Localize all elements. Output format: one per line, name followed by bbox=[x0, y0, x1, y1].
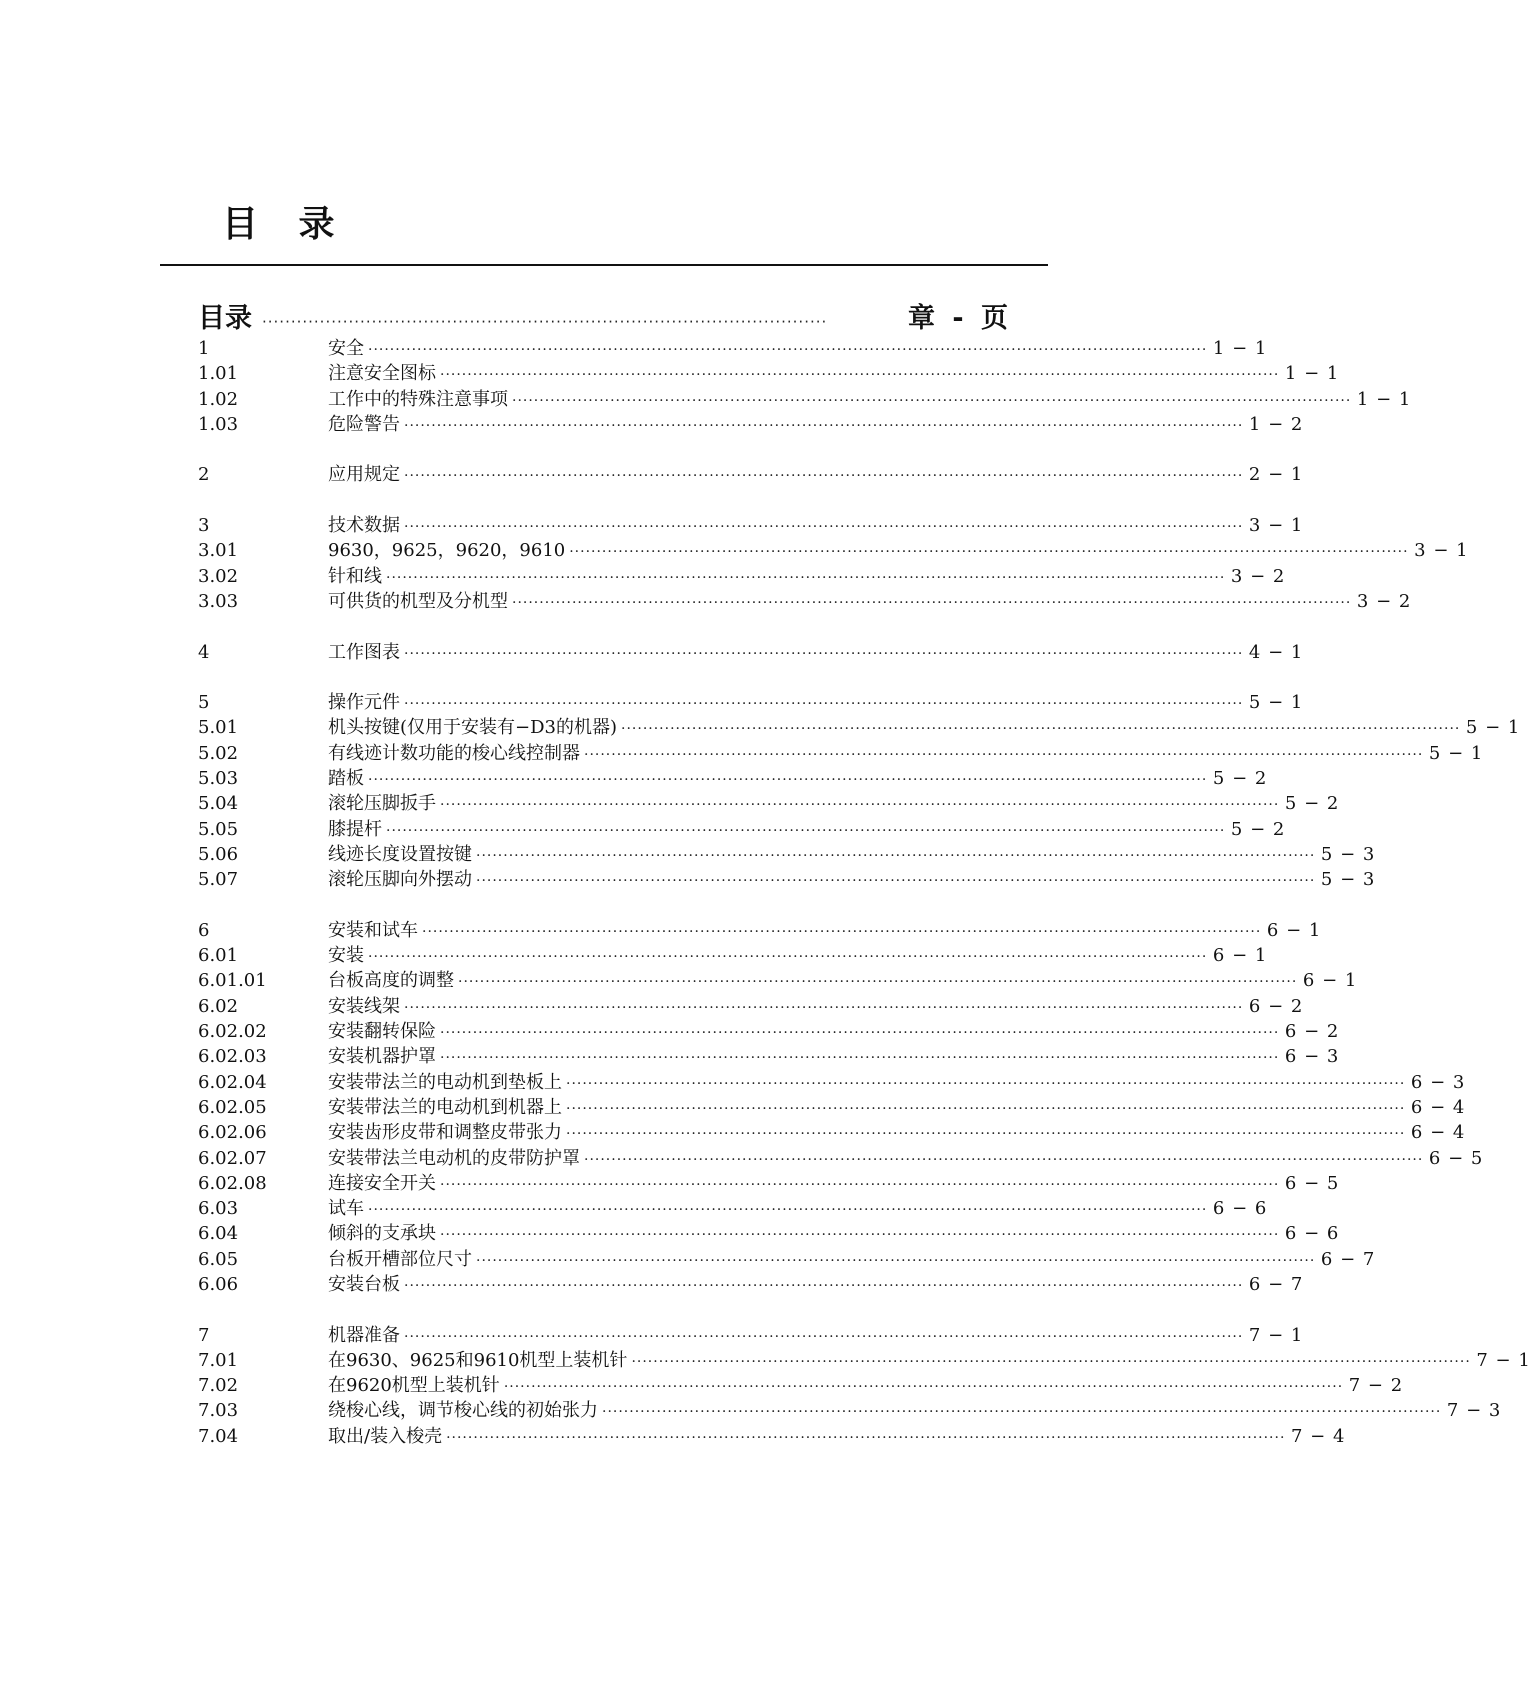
toc-body bbox=[198, 336, 1531, 1449]
toc-entry-title: 9630，9625，9620，9610 bbox=[328, 540, 566, 562]
toc-entry-dot-leader: ·························································································································································· bbox=[512, 594, 1352, 611]
toc-entry[interactable] bbox=[198, 918, 1322, 943]
toc-entry-number: 7.01 bbox=[198, 1349, 239, 1371]
toc-entry-dot-leader: ·························································································································································· bbox=[602, 1404, 1442, 1421]
toc-entry-number: 5.03 bbox=[198, 768, 239, 790]
toc-entry-number: 6.02 bbox=[198, 995, 239, 1017]
toc-entry-page: 6 − 4 bbox=[1410, 1096, 1466, 1118]
toc-entry-title: 针和线 bbox=[328, 565, 382, 587]
toc-entry-number: 6.02.07 bbox=[198, 1147, 267, 1169]
toc-entry-number: 6.02.03 bbox=[198, 1046, 267, 1068]
toc-entry[interactable] bbox=[198, 690, 1304, 715]
toc-entry-number: 6.05 bbox=[198, 1248, 239, 1270]
toc-entry-number: 6.06 bbox=[198, 1273, 239, 1295]
toc-entry-number: 6.02.02 bbox=[198, 1021, 267, 1043]
toc-entry-number: 6 bbox=[198, 919, 210, 941]
toc-entry-number: 5.04 bbox=[198, 793, 239, 815]
toc-entry[interactable] bbox=[198, 513, 1304, 538]
toc-entry-title: 在9630、9625和9610机型上装机针 bbox=[328, 1349, 628, 1371]
toc-entry-number: 3.02 bbox=[198, 565, 239, 587]
toc-entry-number: 1.02 bbox=[198, 388, 239, 410]
toc-entry-title: 技术数据 bbox=[328, 515, 400, 537]
toc-entry-title: 机头按键(仅用于安装有−D3的机器) bbox=[328, 717, 618, 739]
toc-entry-page: 6 − 2 bbox=[1248, 995, 1304, 1017]
toc-entry-title: 机器准备 bbox=[328, 1324, 400, 1346]
toc-header-dot-leader: ·································································································· bbox=[262, 313, 828, 331]
toc-entry-page: 6 − 2 bbox=[1284, 1021, 1340, 1043]
toc-entry[interactable] bbox=[198, 1398, 1502, 1423]
toc-entry-dot-leader: ·························································································································································· bbox=[503, 1379, 1344, 1396]
toc-entry-page: 5 − 1 bbox=[1428, 742, 1484, 764]
toc-entry[interactable] bbox=[198, 1272, 1304, 1297]
toc-entry-dot-leader: ·························································································································································· bbox=[404, 999, 1244, 1016]
toc-entry-number: 5.07 bbox=[198, 869, 239, 891]
toc-entry-page: 7 − 2 bbox=[1348, 1375, 1404, 1397]
toc-entry[interactable] bbox=[198, 589, 1412, 614]
toc-entry-page: 5 − 3 bbox=[1320, 843, 1376, 865]
toc-entry-dot-leader: ·························································································································································· bbox=[386, 822, 1226, 839]
toc-entry-dot-leader: ·························································································································································· bbox=[440, 1176, 1280, 1193]
toc-entry-dot-leader: ·························································································································································· bbox=[566, 1100, 1406, 1117]
toc-entry-dot-leader: ·························································································································································· bbox=[584, 1151, 1424, 1168]
toc-entry-dot-leader: ·························································································································································· bbox=[404, 468, 1244, 485]
toc-entry-page: 3 − 1 bbox=[1248, 515, 1304, 537]
toc-entry-page: 5 − 3 bbox=[1320, 869, 1376, 891]
toc-entry-title: 安装机器护罩 bbox=[328, 1046, 436, 1068]
toc-entry[interactable] bbox=[198, 1120, 1466, 1145]
toc-entry-dot-leader: ·························································································································································· bbox=[404, 696, 1244, 713]
toc-entry-number: 2 bbox=[198, 464, 210, 486]
section-spacer bbox=[198, 614, 1012, 639]
toc-entry[interactable] bbox=[198, 412, 1304, 437]
toc-entry-title: 可供货的机型及分机型 bbox=[328, 590, 508, 612]
toc-entry-title: 安装齿形皮带和调整皮带张力 bbox=[328, 1122, 562, 1144]
toc-entry[interactable] bbox=[198, 1095, 1466, 1120]
toc-entry-title: 有线迹计数功能的梭心线控制器 bbox=[328, 742, 580, 764]
toc-entry-number: 3.01 bbox=[198, 540, 239, 562]
section-spacer bbox=[198, 488, 1012, 513]
table-of-contents bbox=[198, 296, 1531, 1449]
toc-entry-page: 7 − 1 bbox=[1476, 1349, 1531, 1371]
toc-entry-title: 线迹长度设置按键 bbox=[328, 843, 472, 865]
toc-entry-number: 7 bbox=[198, 1324, 210, 1346]
toc-entry-page: 1 − 1 bbox=[1356, 388, 1412, 410]
toc-entry-page: 7 − 3 bbox=[1446, 1400, 1502, 1422]
toc-entry-dot-leader: ·························································································································································· bbox=[566, 1075, 1406, 1092]
toc-entry[interactable] bbox=[198, 387, 1412, 412]
toc-entry-page: 5 − 1 bbox=[1248, 692, 1304, 714]
section-spacer bbox=[198, 1297, 1012, 1322]
toc-entry-title: 台板开槽部位尺寸 bbox=[328, 1248, 472, 1270]
toc-entry-title: 安装和试车 bbox=[328, 919, 418, 941]
title-divider bbox=[160, 264, 1048, 266]
toc-entry-number: 7.04 bbox=[198, 1425, 239, 1447]
toc-entry[interactable] bbox=[198, 1348, 1531, 1373]
toc-entry[interactable] bbox=[198, 791, 1340, 816]
toc-entry-title: 应用规定 bbox=[328, 464, 400, 486]
toc-entry-page: 6 − 5 bbox=[1284, 1172, 1340, 1194]
toc-entry[interactable] bbox=[198, 336, 1268, 361]
toc-entry-page: 6 − 7 bbox=[1320, 1248, 1376, 1270]
toc-entry[interactable] bbox=[198, 766, 1268, 791]
toc-entry-page: 4 − 1 bbox=[1248, 641, 1304, 663]
toc-entry-title: 倾斜的支承块 bbox=[328, 1223, 436, 1245]
toc-entry[interactable] bbox=[198, 538, 1469, 563]
toc-entry-dot-leader: ·························································································································································· bbox=[404, 519, 1244, 536]
toc-entry-dot-leader: ·························································································································································· bbox=[446, 1429, 1286, 1446]
toc-entry[interactable] bbox=[198, 1146, 1484, 1171]
toc-entry[interactable] bbox=[198, 1424, 1346, 1449]
toc-entry-dot-leader: ·························································································································································· bbox=[631, 1353, 1471, 1370]
toc-entry[interactable] bbox=[198, 994, 1304, 1019]
toc-entry-page: 7 − 1 bbox=[1248, 1324, 1304, 1346]
toc-entry-page: 5 − 1 bbox=[1465, 717, 1521, 739]
toc-entry-page: 6 − 6 bbox=[1284, 1223, 1340, 1245]
toc-entry-page: 5 − 2 bbox=[1212, 768, 1268, 790]
toc-entry-dot-leader: ·························································································································································· bbox=[440, 1025, 1280, 1042]
toc-entry-title: 踏板 bbox=[328, 768, 364, 790]
toc-entry[interactable] bbox=[198, 1323, 1304, 1348]
toc-entry-page: 2 − 1 bbox=[1248, 464, 1304, 486]
toc-entry-dot-leader: ·························································································································································· bbox=[512, 392, 1352, 409]
toc-entry-page: 6 − 1 bbox=[1302, 970, 1358, 992]
toc-entry-dot-leader: ·························································································································································· bbox=[422, 923, 1262, 940]
toc-entry-dot-leader: ·························································································································································· bbox=[440, 1227, 1280, 1244]
toc-entry-title: 安装带法兰电动机的皮带防护罩 bbox=[328, 1147, 580, 1169]
toc-entry-page: 6 − 1 bbox=[1266, 919, 1322, 941]
toc-entry[interactable] bbox=[198, 1196, 1268, 1221]
toc-entry-dot-leader: ·························································································································································· bbox=[584, 746, 1424, 763]
toc-entry-dot-leader: ·························································································································································· bbox=[476, 847, 1316, 864]
toc-entry-number: 5.06 bbox=[198, 843, 239, 865]
section-spacer bbox=[198, 437, 1012, 462]
toc-entry-dot-leader: ·························································································································································· bbox=[404, 1328, 1244, 1345]
toc-entry-title: 滚轮压脚向外摆动 bbox=[328, 869, 472, 891]
toc-entry-title: 试车 bbox=[328, 1198, 364, 1220]
toc-entry-title: 在9620机型上装机针 bbox=[328, 1375, 500, 1397]
toc-entry-dot-leader: ·························································································································································· bbox=[404, 1277, 1244, 1294]
toc-entry[interactable] bbox=[198, 968, 1358, 993]
toc-entry-number: 6.02.08 bbox=[198, 1172, 267, 1194]
toc-entry-number: 6.03 bbox=[198, 1198, 239, 1220]
toc-entry-number: 6.02.05 bbox=[198, 1096, 267, 1118]
section-spacer bbox=[198, 665, 1012, 690]
toc-entry-dot-leader: ·························································································································································· bbox=[404, 645, 1244, 662]
toc-entry-page: 6 − 3 bbox=[1410, 1071, 1466, 1093]
toc-entry[interactable] bbox=[198, 867, 1376, 892]
toc-entry[interactable] bbox=[198, 1044, 1340, 1069]
toc-entry-page: 6 − 6 bbox=[1212, 1198, 1268, 1220]
toc-entry-title: 取出/装入梭壳 bbox=[328, 1425, 443, 1447]
toc-entry-title: 注意安全图标 bbox=[328, 363, 436, 385]
toc-entry[interactable] bbox=[198, 462, 1304, 487]
toc-entry-page: 6 − 5 bbox=[1428, 1147, 1484, 1169]
toc-entry-dot-leader: ·························································································································································· bbox=[440, 367, 1280, 384]
toc-entry-title: 安装带法兰的电动机到机器上 bbox=[328, 1096, 562, 1118]
toc-entry-dot-leader: ·························································································································································· bbox=[368, 772, 1208, 789]
toc-entry-title: 安装 bbox=[328, 945, 364, 967]
toc-entry-number: 7.02 bbox=[198, 1375, 239, 1397]
toc-entry[interactable] bbox=[198, 741, 1484, 766]
toc-entry-number: 5.01 bbox=[198, 717, 239, 739]
toc-entry-number: 1.03 bbox=[198, 413, 239, 435]
toc-entry-title: 滚轮压脚扳手 bbox=[328, 793, 436, 815]
toc-entry[interactable] bbox=[198, 1070, 1466, 1095]
toc-entry-page: 3 − 1 bbox=[1414, 540, 1469, 562]
toc-entry-title: 安装翻转保险 bbox=[328, 1021, 436, 1043]
toc-entry-page: 6 − 3 bbox=[1284, 1046, 1340, 1068]
toc-entry-title: 工作图表 bbox=[328, 641, 400, 663]
toc-entry[interactable] bbox=[198, 842, 1376, 867]
toc-entry-number: 6.04 bbox=[198, 1223, 239, 1245]
toc-entry-dot-leader: ·························································································································································· bbox=[566, 1126, 1406, 1143]
toc-entry-dot-leader: ·························································································································································· bbox=[368, 342, 1208, 358]
toc-entry-page: 6 − 7 bbox=[1248, 1273, 1304, 1295]
toc-entry-number: 3.03 bbox=[198, 590, 239, 612]
toc-entry-title: 工作中的特殊注意事项 bbox=[328, 388, 508, 410]
toc-entry-page: 3 − 2 bbox=[1230, 565, 1286, 587]
toc-entry-number: 3 bbox=[198, 515, 210, 537]
toc-entry-number: 1 bbox=[198, 338, 210, 359]
toc-entry-number: 6.02.04 bbox=[198, 1071, 267, 1093]
toc-entry[interactable] bbox=[198, 1373, 1404, 1398]
toc-entry[interactable] bbox=[198, 1019, 1340, 1044]
toc-entry-page: 7 − 4 bbox=[1290, 1425, 1346, 1447]
toc-header-chapter-page: 章 - 页 bbox=[907, 303, 1012, 334]
toc-entry-title: 安全 bbox=[328, 338, 364, 359]
toc-entry-title: 连接安全开关 bbox=[328, 1172, 436, 1194]
toc-entry-title: 膝提杆 bbox=[328, 818, 382, 840]
toc-entry[interactable] bbox=[198, 1171, 1340, 1196]
toc-entry-number: 4 bbox=[198, 641, 210, 663]
toc-entry-page: 5 − 2 bbox=[1284, 793, 1340, 815]
toc-entry[interactable] bbox=[198, 715, 1521, 740]
toc-entry-dot-leader: ·························································································································································· bbox=[476, 1252, 1316, 1269]
toc-entry-dot-leader: ·························································································································································· bbox=[386, 569, 1226, 586]
toc-entry[interactable] bbox=[198, 361, 1340, 386]
toc-entry-number: 6.01.01 bbox=[198, 970, 267, 992]
toc-entry-title: 安装台板 bbox=[328, 1273, 400, 1295]
toc-entry-dot-leader: ·························································································································································· bbox=[368, 949, 1208, 966]
toc-entry-page: 5 − 2 bbox=[1230, 818, 1286, 840]
toc-entry[interactable] bbox=[198, 1247, 1376, 1272]
toc-entry-title: 安装线架 bbox=[328, 995, 400, 1017]
toc-entry-page: 6 − 1 bbox=[1212, 945, 1268, 967]
toc-entry-title: 安装带法兰的电动机到垫板上 bbox=[328, 1071, 562, 1093]
toc-entry-number: 1.01 bbox=[198, 363, 239, 385]
toc-entry-number: 5.05 bbox=[198, 818, 239, 840]
toc-entry-dot-leader: ·························································································································································· bbox=[440, 1050, 1280, 1067]
toc-entry-page: 6 − 4 bbox=[1410, 1122, 1466, 1144]
toc-entry-dot-leader: ·························································································································································· bbox=[569, 544, 1409, 561]
section-spacer bbox=[198, 893, 1012, 918]
toc-entry-dot-leader: ·························································································································································· bbox=[404, 417, 1244, 434]
toc-entry-page: 1 − 1 bbox=[1212, 338, 1268, 359]
page-title: 目 录 bbox=[222, 204, 349, 245]
toc-entry[interactable] bbox=[198, 817, 1286, 842]
toc-entry-dot-leader: ·························································································································································· bbox=[476, 873, 1316, 890]
toc-entry-dot-leader: ·························································································································································· bbox=[621, 721, 1461, 738]
toc-entry-dot-leader: ·························································································································································· bbox=[458, 974, 1298, 991]
toc-entry[interactable] bbox=[198, 943, 1268, 968]
toc-entry-number: 5 bbox=[198, 692, 210, 714]
toc-entry-page: 3 − 2 bbox=[1356, 590, 1412, 612]
toc-entry-dot-leader: ·························································································································································· bbox=[440, 797, 1280, 814]
toc-entry-title: 操作元件 bbox=[328, 692, 400, 714]
toc-entry-page: 1 − 1 bbox=[1284, 363, 1340, 385]
toc-entry[interactable] bbox=[198, 564, 1286, 589]
toc-entry[interactable] bbox=[198, 1221, 1340, 1246]
toc-entry-title: 危险警告 bbox=[328, 413, 400, 435]
toc-header bbox=[198, 296, 1012, 336]
toc-entry-title: 台板高度的调整 bbox=[328, 970, 454, 992]
toc-entry-number: 6.01 bbox=[198, 945, 239, 967]
toc-entry-number: 5.02 bbox=[198, 742, 239, 764]
toc-entry-dot-leader: ·························································································································································· bbox=[368, 1202, 1208, 1219]
toc-header-label: 目录 bbox=[198, 303, 252, 334]
toc-entry[interactable] bbox=[198, 640, 1304, 665]
toc-entry-number: 7.03 bbox=[198, 1400, 239, 1422]
toc-entry-title: 绕梭心线，调节梭心线的初始张力 bbox=[328, 1400, 598, 1422]
toc-entry-page: 1 − 2 bbox=[1248, 413, 1304, 435]
toc-entry-number: 6.02.06 bbox=[198, 1122, 267, 1144]
